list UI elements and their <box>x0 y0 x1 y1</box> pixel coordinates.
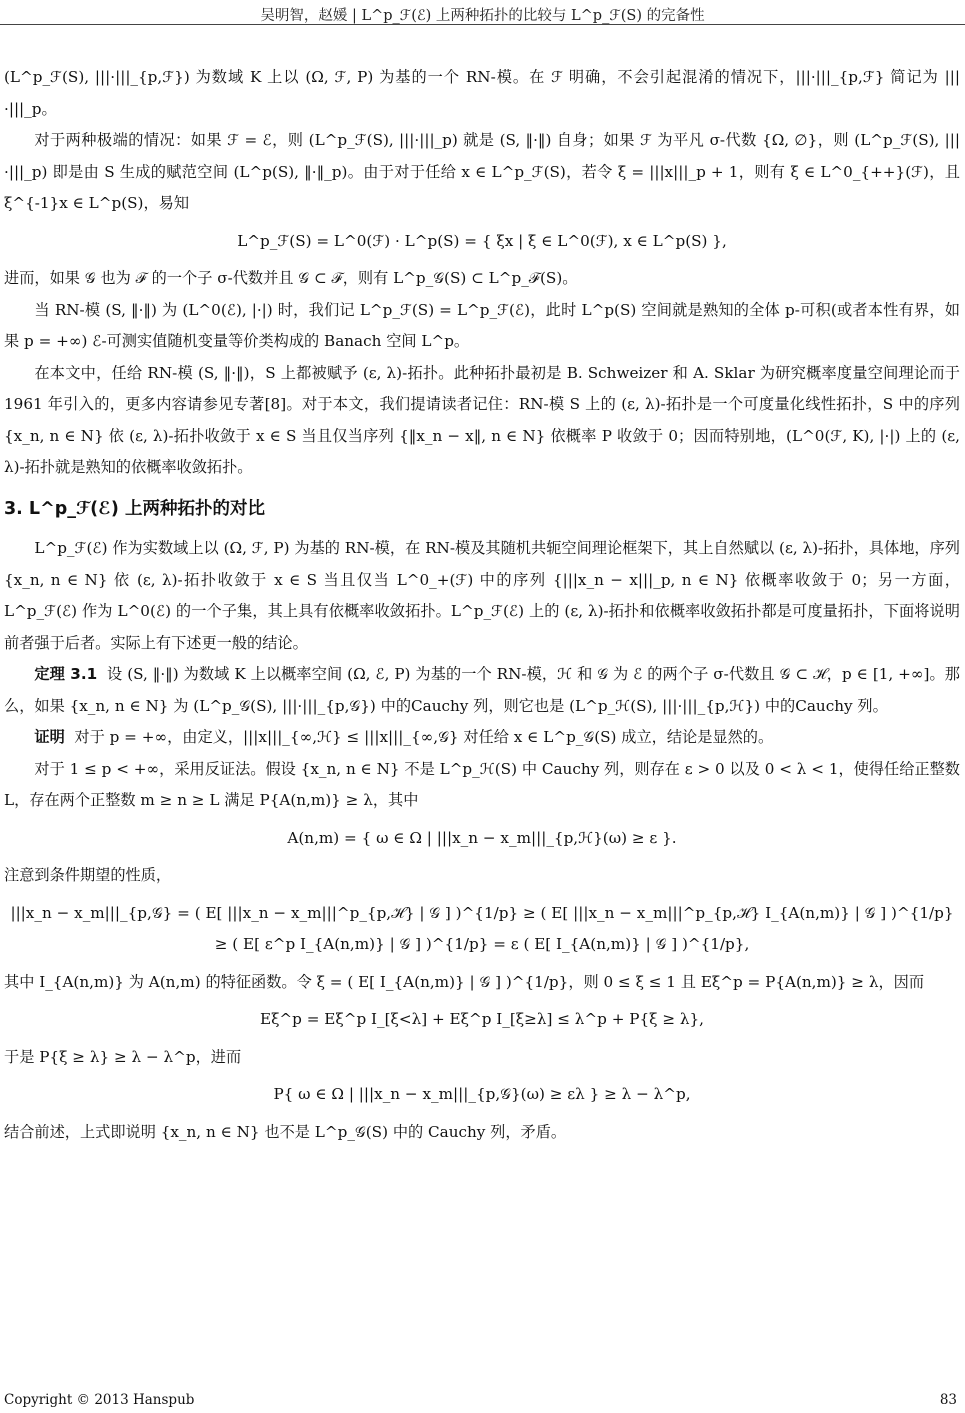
equation-5: P{ ω ∈ Ω | |||x_n − x_m|||_{p,𝒢}(ω) ≥ ελ } ≥ λ − λ^p, <box>273 1085 691 1103</box>
copyright-notice: Copyright © 2013 Hanspub <box>4 1392 195 1408</box>
section-heading-3: 3. L^p_ℱ(ℰ) 上两种拓扑的对比 <box>4 498 265 519</box>
proof-label: 证明 <box>34 728 65 746</box>
equation-3: |||x_n − x_m|||_{p,𝒢} = ( E[ |||x_n − x_m|||^p_{p,ℋ} | 𝒢 ] )^{1/p} ≥ ( E[ |||x_n − x_m|||^p_{p,ℋ} I_{A(n,m)} | 𝒢 ] )^{1/p} ≥ ( E[ ε^p I_{A(n,m)} | 𝒢 ] )^{1/p} = ε ( E[ I_{A(n,m)} | 𝒢 ] )^{1/p}, <box>10 903 954 953</box>
theorem-label: 定理 3.1 <box>34 665 98 683</box>
equation-1: L^p_ℱ(S) = L^0(ℱ) · L^p(S) = { ξx | ξ ∈ L^0(ℱ), x ∈ L^p(S) }, <box>237 231 727 250</box>
paragraph-3: 进而，如果 𝒢 也为 ℱ 的一个子 σ-代数并且 𝒢 ⊂ ℱ，则有 L^p_𝒢(S) ⊂ L^p_ℱ(S)。 <box>4 269 578 287</box>
paragraph-9: 于是 P{ξ ≥ λ} ≥ λ − λ^p，进而 <box>4 1047 242 1066</box>
proof-paragraph-2: 对于 1 ≤ p < +∞，采用反证法。假设 {x_n, n ∈ N} 不是 L^p_ℋ(S) 中 Cauchy 列，则存在 ε > 0 以及 0 < λ < 1，使得任给正整数 L，存在两个正整数 m ≥ n ≥ L 满足 P{A(n,m)} ≥ λ，其中 <box>4 759 960 809</box>
equation-2: A(n,m) = { ω ∈ Ω | |||x_n − x_m|||_{p,ℋ}(ω) ≥ ε }. <box>287 828 677 847</box>
paragraph-1: (L^p_ℱ(S), |||·|||_{p,ℱ}) 为数域 K 上以 (Ω, ℱ, P) 为基的一个 RN-模。在 ℱ 明确，不会引起混淆的情况下，|||·|||_{p,ℱ} 简记为 |||·|||_p。 <box>4 68 960 118</box>
proof-text-1: 对于 p = +∞，由定义，|||x|||_{∞,ℋ} ≤ |||x|||_{∞,𝒢} 对任给 x ∈ L^p_𝒢(S) 成立，结论是显然的。 <box>74 728 774 746</box>
equation-4: Eξ^p = Eξ^p I_[ξ<λ] + Eξ^p I_[ξ≥λ] ≤ λ^p + P{ξ ≥ λ}, <box>259 1010 704 1028</box>
page-number: 83 <box>939 1392 957 1408</box>
theorem-text: 设 (S, ‖·‖) 为数域 K 上以概率空间 (Ω, ℰ, P) 为基的一个 RN-模，ℋ 和 𝒢 为 ℰ 的两个子 σ-代数且 𝒢 ⊂ ℋ，p ∈ [1, +∞]。那么，如果 {x_n, n ∈ N} 为 (L^p_𝒢(S), |||·|||_{p,𝒢}) 中的Cauchy 列，则它也是 (L^p_ℋ(S), |||·|||_{p,ℋ}) 中的Cauchy 列。 <box>4 665 960 715</box>
paragraph-5: 在本文中，任给 RN-模 (S, ‖·‖)，S 上都被赋予 (ε, λ)-拓扑。此种拓扑最初是 B. Schweizer 和 A. Sklar 为研究概率度量空间理论而于 1961 年引入的，更多内容请参见专著[8]。对于本文，我们提请读者记住：RN-模 S 上的 (ε, λ)-拓扑是一个可度量化线性拓扑，S 中的序列 {x_n, n ∈ N} 依 (ε, λ)-拓扑收敛于 x ∈ S 当且仅当序列 {‖x_n − x‖, n ∈ N} 依概率 P 收敛于 0；因而特别地，(L^0(ℱ, K), |·|) 上的 (ε, λ)-拓扑就是熟知的依概率收敛拓扑。 <box>4 363 960 476</box>
paragraph-2: 对于两种极端的情况：如果 ℱ = ℰ，则 (L^p_ℱ(S), |||·|||_p) 就是 (S, ‖·‖) 自身；如果 ℱ 为平凡 σ-代数 {Ω, ∅}，则 (L^p_ℱ(S), |||·|||_p) 即是由 S 生成的赋范空间 (L^p(S), ‖·‖_p)。由于对于任给 x ∈ L^p_ℱ(S)，若令 ξ = |||x|||_p + 1，则有 ξ ∈ L^0_{++}(ℱ)，且 ξ^{-1}x ∈ L^p(S)，易知 <box>4 131 960 212</box>
running-header: 吴明智，赵媛 | L^p_ℱ(ℰ) 上两种拓扑的比较与 L^p_ℱ(S) 的完备性 <box>260 8 705 24</box>
paragraph-8: 其中 I_{A(n,m)} 为 A(n,m) 的特征函数。令 ξ = ( E[ I_{A(n,m)} | 𝒢 ] )^{1/p}，则 0 ≤ ξ ≤ 1 且 Eξ^p = P{A(n,m)} ≥ λ，因而 <box>4 972 925 991</box>
header-rule <box>0 24 965 25</box>
paragraph-10: 结合前述，上式即说明 {x_n, n ∈ N} 也不是 L^p_𝒢(S) 中的 Cauchy 列，矛盾。 <box>4 1122 567 1141</box>
paragraph-6: L^p_ℱ(ℰ) 作为实数域上以 (Ω, ℱ, P) 为基的 RN-模，在 RN-模及其随机共轭空间理论框架下，其上自然赋以 (ε, λ)-拓扑，具体地，序列 {x_n, n ∈ N} 依 (ε, λ)-拓扑收敛于 x ∈ S 当且仅当 L^0_+(ℱ) 中的序列 {|||x_n − x|||_p, n ∈ N} 依概率收敛于 0；另一方面，L^p_ℱ(ℰ) 作为 L^0(ℰ) 的一个子集，其上具有依概率收敛拓扑。L^p_ℱ(ℰ) 上的 (ε, λ)-拓扑和依概率收敛拓扑都是可度量拓扑，下面将说明前者强于后者。实际上有下述更一般的结论。 <box>4 539 960 652</box>
paragraph-7: 注意到条件期望的性质， <box>4 866 172 884</box>
theorem-3-1 <box>4 659 960 722</box>
page-body <box>4 62 960 1148</box>
paragraph-4: 当 RN-模 (S, ‖·‖) 为 (L^0(ℰ), |·|) 时，我们记 L^p_ℱ(S) = L^p_ℱ(ℰ)，此时 L^p(S) 空间就是熟知的全体 p-可积(或者本性有界，如果 p = +∞) ℰ-可测实值随机变量等价类构成的 Banach 空间 L^p。 <box>4 300 960 350</box>
proof-paragraph-1 <box>4 722 960 754</box>
